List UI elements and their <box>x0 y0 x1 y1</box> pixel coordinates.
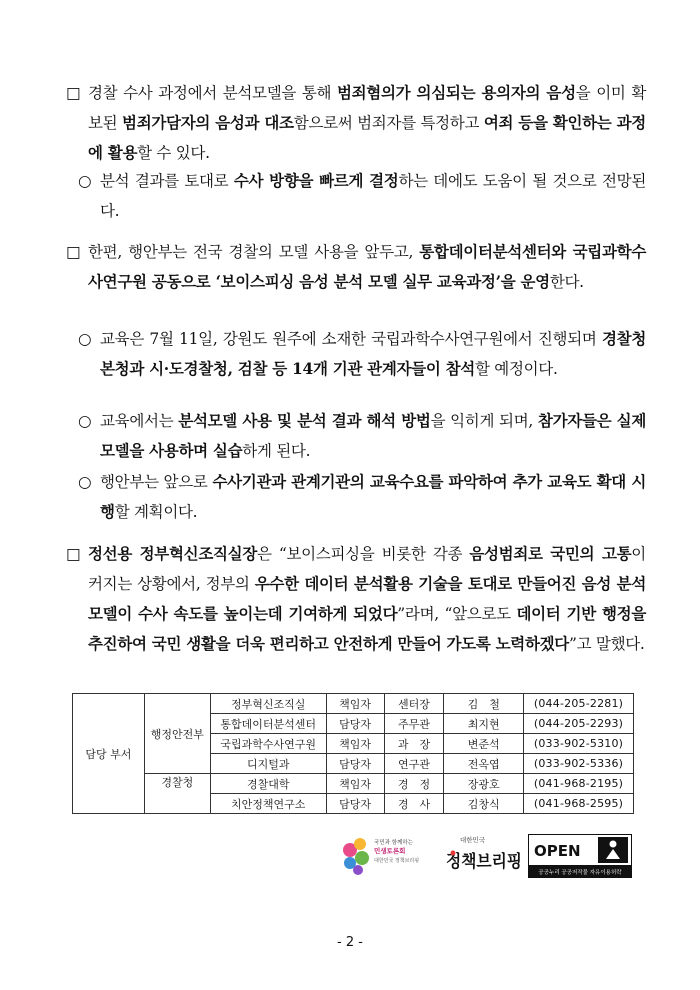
phone-cell: (044-205-2293) <box>524 714 634 734</box>
role-cell: 담당자 <box>326 754 384 774</box>
paragraph-3-text: 한편, 행안부는 전국 경찰의 모델 사용을 앞두고, 통합데이터분석센터와 국립과학수사연구원 공동으로 ‘보이스피싱 음성 분석 모델 실무 교육과정’을 운영한다. <box>88 242 646 291</box>
footer-logos <box>0 832 700 882</box>
name-cell: 전옥엽 <box>444 754 524 774</box>
circle-bullet-icon: ○ <box>78 473 92 491</box>
paragraph-4-text: 교육은 7월 11일, 강원도 원주에 소재한 국립과학수사연구원에서 진행되며 경찰청 본청과 시·도경찰청, 검찰 등 14개 기관 관계자들이 참석할 예정이다. <box>100 329 646 378</box>
title-cell: 경 사 <box>384 794 444 814</box>
dept-label: 담당 부서 <box>73 694 145 814</box>
name-cell: 장광호 <box>444 774 524 794</box>
phone-cell: (041-968-2195) <box>524 774 634 794</box>
logo1-line1: 국민과 함께하는 <box>374 840 413 846</box>
role-cell: 담당자 <box>326 794 384 814</box>
title-cell: 경 정 <box>384 774 444 794</box>
role-cell: 담당자 <box>326 714 384 734</box>
phone-cell: (033-902-5310) <box>524 734 634 754</box>
circle-bullet-icon: ○ <box>78 412 92 430</box>
name-cell: 최지현 <box>444 714 524 734</box>
paragraph-5 <box>78 406 646 466</box>
paragraph-3 <box>66 237 646 297</box>
role-cell: 책임자 <box>326 774 384 794</box>
paragraph-1 <box>66 78 646 168</box>
paragraph-2 <box>78 166 646 226</box>
square-bullet-icon: □ <box>66 545 81 563</box>
paragraph-4 <box>78 324 646 384</box>
contact-table <box>72 693 634 814</box>
role-cell: 책임자 <box>326 694 384 714</box>
title-cell: 센터장 <box>384 694 444 714</box>
square-bullet-icon: □ <box>66 243 81 261</box>
name-cell: 김창식 <box>444 794 524 814</box>
phone-cell: (041-968-2595) <box>524 794 634 814</box>
square-bullet-icon: □ <box>66 84 81 102</box>
unit-name: 치안정책연구소 <box>210 794 326 814</box>
circle-bullet-icon: ○ <box>78 172 92 190</box>
unit-name: 국립과학수사연구원 <box>210 734 326 754</box>
org-name: 경찰청 <box>144 774 210 814</box>
phone-cell: (033-902-5336) <box>524 754 634 774</box>
paragraph-7 <box>66 539 646 659</box>
unit-name: 경찰대학 <box>210 774 326 794</box>
page-number: - 2 - <box>337 935 363 950</box>
logo3-main: OPEN <box>534 842 581 860</box>
table-row <box>73 694 634 714</box>
paragraph-6 <box>78 467 646 527</box>
name-cell: 김 철 <box>444 694 524 714</box>
unit-name: 정부혁신조직실 <box>210 694 326 714</box>
title-cell: 연구관 <box>384 754 444 774</box>
title-cell: 주무관 <box>384 714 444 734</box>
org-name: 행정안전부 <box>144 694 210 774</box>
paragraph-1-text: 경찰 수사 과정에서 분석모델을 통해 범죄혐의가 의심되는 용의자의 음성을 이미 확보된 범죄가담자의 음성과 대조함으로써 범죄자를 특정하고 여죄 등을 확인하는 과정에 활용할 수 있다. <box>88 83 646 162</box>
unit-name: 통합데이터분석센터 <box>210 714 326 734</box>
paragraph-7-text: 정선용 정부혁신조직실장은 “보이스피싱을 비롯한 각종 음성범죄로 국민의 고통이 커지는 상황에서, 정부의 우수한 데이터 분석활용 기술을 토대로 만들어진 음성 분석모델이 수사 속도를 높이는데 기여하게 되었다”라며, “앞으로도 데이터 기반 행정을 추진하여 국민 생활을 더욱 편리하고 안전하게 만들어 가도록 노력하겠다”고 말했다. <box>88 544 647 653</box>
logo1-line2: 민생토론회 <box>374 847 406 855</box>
unit-name: 디지털과 <box>210 754 326 774</box>
logo3-sub: 공공누리 공공저작물 자유이용허락 <box>538 870 622 876</box>
policy-briefing-emblem-logo <box>340 832 438 880</box>
paragraph-5-text: 교육에서는 분석모델 사용 및 분석 결과 해석 방법을 익히게 되며, 참가자들은 실제 모델을 사용하며 실습하게 된다. <box>100 411 646 460</box>
paragraph-6-text: 행안부는 앞으로 수사기관과 관계기관의 교육수요를 파악하여 추가 교육도 확대 시행할 계획이다. <box>100 472 646 521</box>
circle-bullet-icon: ○ <box>78 330 92 348</box>
logo2-top: 대한민국 <box>460 836 486 844</box>
logo1-line3: 대한민국 정책브리핑 <box>374 858 420 864</box>
name-cell: 변준석 <box>444 734 524 754</box>
role-cell: 책임자 <box>326 734 384 754</box>
paragraph-2-text: 분석 결과를 토대로 수사 방향을 빠르게 결정하는 데에도 도움이 될 것으로 전망된다. <box>100 171 646 220</box>
open-license-badge <box>528 834 632 878</box>
phone-cell: (044-205-2281) <box>524 694 634 714</box>
logo2-main: 정책브리핑 <box>446 852 524 872</box>
korea-policy-briefing-logo <box>446 832 524 880</box>
table-row <box>73 774 634 794</box>
title-cell: 과 장 <box>384 734 444 754</box>
